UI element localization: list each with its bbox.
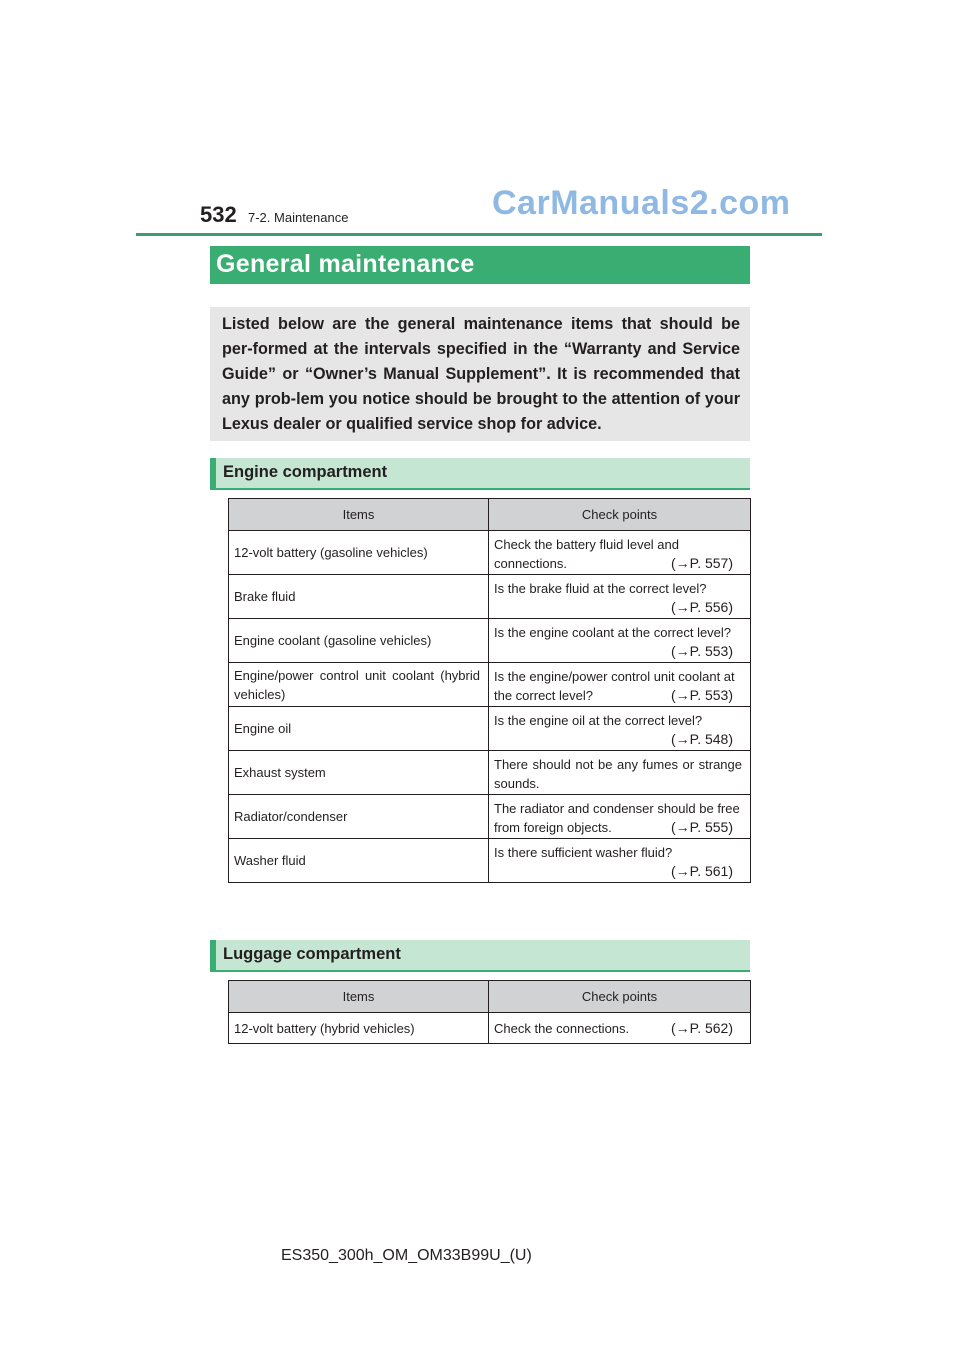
item-cell: 12-volt battery (hybrid vehicles) <box>229 1013 489 1044</box>
column-header-items: Items <box>229 981 489 1013</box>
check-cell <box>489 575 751 619</box>
check-text: Is the engine coolant at the correct level? <box>494 625 732 640</box>
page-reference: (→P. 561) <box>671 863 733 879</box>
document-code: ES350_300h_OM_OM33B99U_(U) <box>281 1247 532 1264</box>
check-text: There should not be any fumes or strange sounds. <box>494 757 742 791</box>
check-text: Check the connections. <box>494 1020 630 1036</box>
check-text: Is the brake fluid at the correct level? <box>494 581 707 596</box>
column-header-items: Items <box>229 499 489 531</box>
page-title: General maintenance <box>216 250 475 278</box>
table-header-row <box>229 499 751 531</box>
table-row <box>229 619 751 663</box>
intro-box <box>210 307 750 441</box>
header-rule <box>136 233 822 236</box>
check-cell <box>489 707 751 751</box>
check-text: Is the engine/power control unit coolant at the correct level? <box>494 669 735 703</box>
item-cell: Washer fluid <box>229 839 489 883</box>
check-cell <box>489 619 751 663</box>
item-cell: Brake fluid <box>229 575 489 619</box>
table-row <box>229 663 751 707</box>
table-row <box>229 751 751 795</box>
table-row <box>229 795 751 839</box>
page-reference: (→P. 556) <box>671 599 733 615</box>
table-row <box>229 1013 751 1044</box>
page-reference: (→P. 557) <box>671 555 733 571</box>
item-cell: Engine/power control unit coolant (hybrid vehicles) <box>229 663 489 707</box>
check-cell <box>489 751 751 795</box>
page-reference: (→P. 553) <box>671 687 733 703</box>
page-reference: (→P. 548) <box>671 731 733 747</box>
intro-text: Listed below are the general maintenance items that should be per-formed at the intervals specified in the “Warranty and Service Guide” or “Owner’s Manual Supplement”. It is recommended that any prob-lem you notice should be brought to the attention of your Lexus dealer or qualified service shop for advice. <box>222 315 740 433</box>
table-row <box>229 707 751 751</box>
engine-heading-label: Engine compartment <box>223 463 388 481</box>
watermark-logo: CarManuals2.com <box>492 184 791 222</box>
luggage-compartment-heading <box>210 940 750 972</box>
item-cell: Exhaust system <box>229 751 489 795</box>
table-row <box>229 531 751 575</box>
engine-compartment-table <box>228 498 751 883</box>
page-reference: (→P. 555) <box>671 819 733 835</box>
check-cell <box>489 795 751 839</box>
heading-accent-bar <box>210 940 216 970</box>
engine-compartment-heading <box>210 458 750 490</box>
luggage-heading-label: Luggage compartment <box>223 945 401 963</box>
check-cell <box>489 839 751 883</box>
item-cell: Radiator/condenser <box>229 795 489 839</box>
title-bar <box>210 246 750 284</box>
page-number: 532 <box>200 202 237 227</box>
table-header-row <box>229 981 751 1013</box>
check-cell <box>489 531 751 575</box>
check-text: Check the battery fluid level and connections. <box>494 537 679 571</box>
section-label: 7-2. Maintenance <box>248 210 349 225</box>
page-reference: (→P. 553) <box>671 643 733 659</box>
luggage-compartment-table <box>228 980 751 1044</box>
check-text: Is there sufficient washer fluid? <box>494 845 673 860</box>
check-text: Is the engine oil at the correct level? <box>494 713 703 728</box>
table-row <box>229 575 751 619</box>
heading-accent-bar <box>210 458 216 488</box>
page-reference: (→P. 562) <box>671 1019 733 1036</box>
item-cell: Engine coolant (gasoline vehicles) <box>229 619 489 663</box>
check-text: The radiator and condenser should be free from foreign objects. <box>494 801 740 835</box>
table-row <box>229 839 751 883</box>
check-cell <box>489 1013 751 1044</box>
column-header-check-points: Check points <box>489 981 751 1013</box>
column-header-check-points: Check points <box>489 499 751 531</box>
item-cell: Engine oil <box>229 707 489 751</box>
item-cell: 12-volt battery (gasoline vehicles) <box>229 531 489 575</box>
check-cell <box>489 663 751 707</box>
